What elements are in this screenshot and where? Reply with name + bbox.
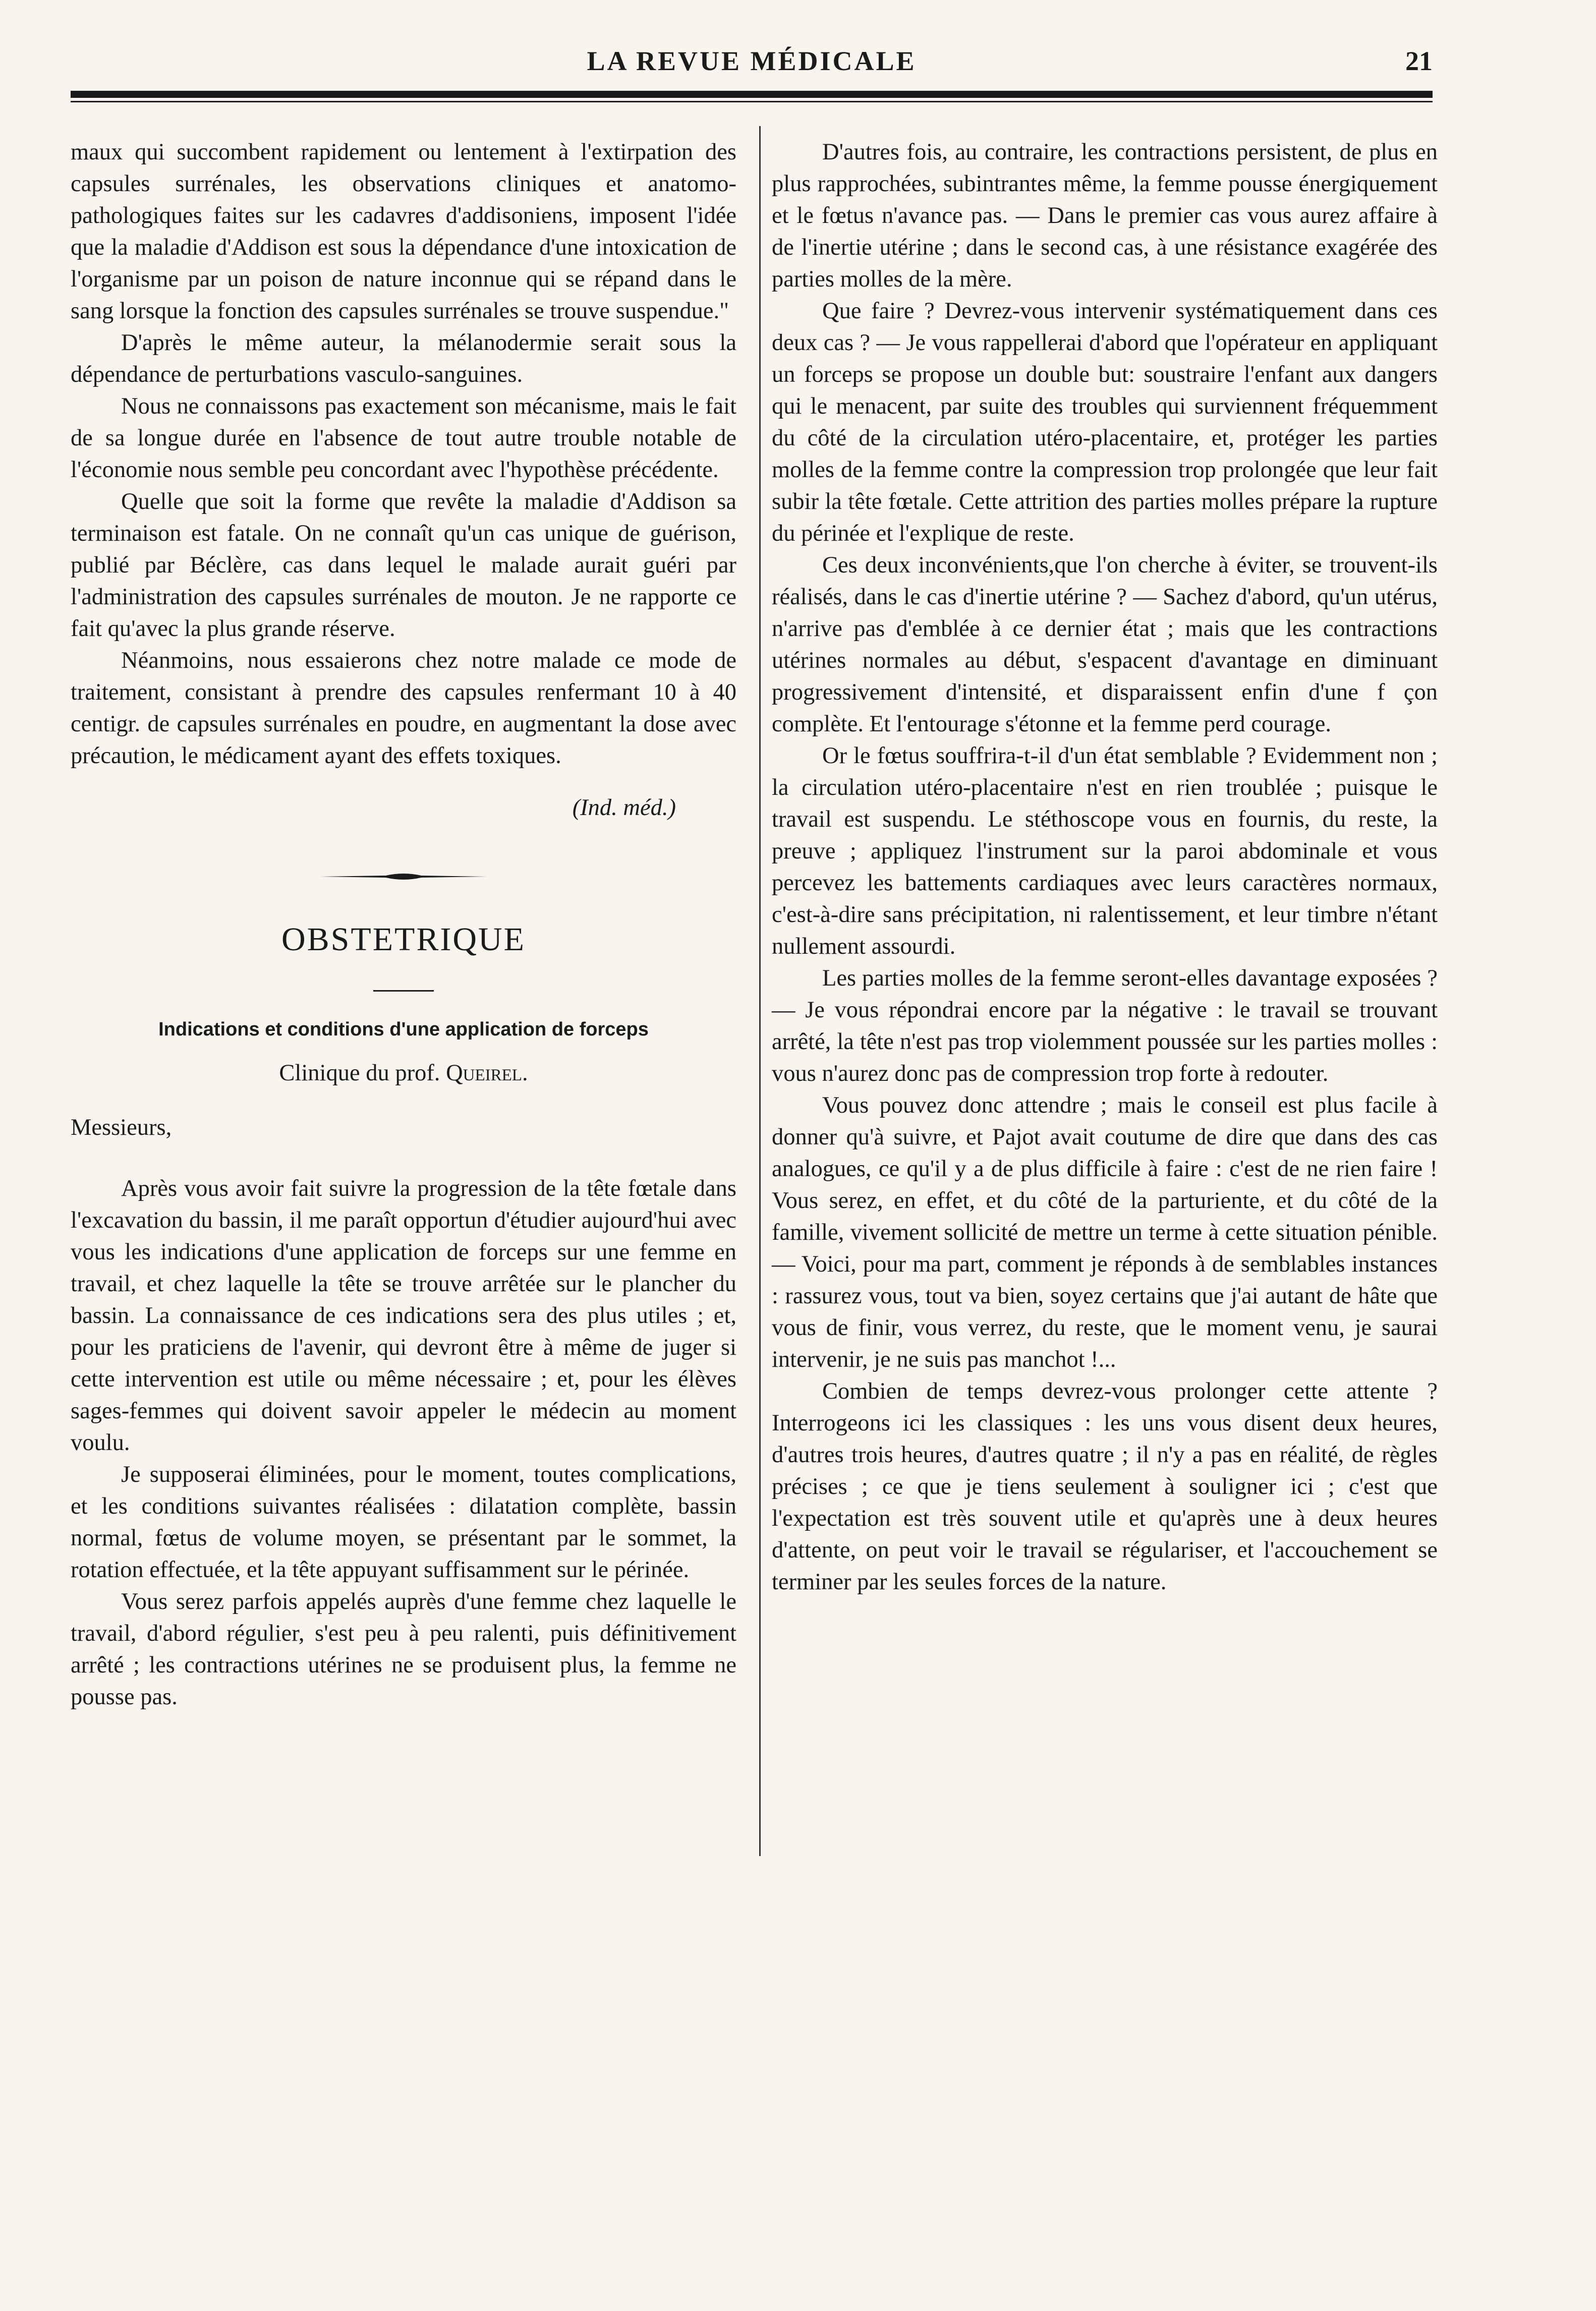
- paragraph: Quelle que soit la forme que revête la maladie d'Addison sa terminaison est fatale. On ne connaît qu'un cas unique de guérison, publié par Béclère, cas dans lequel le malade aurait guéri par l'administration des capsules surrénales de mouton. Je ne rapporte ce fait qu'avec la plus grande réserve.: [71, 489, 736, 642]
- clinic-prefix: Clinique du prof.: [279, 1060, 446, 1086]
- paragraph: Nous ne connaissons pas exactement son mécanisme, mais le fait de sa longue durée en l'absence de tout autre trouble notable de l'économie nous semble peu concordant avec l'hypothèse précédente.: [71, 393, 736, 483]
- left-column: [71, 136, 736, 1713]
- professor-name: Queirel.: [446, 1060, 528, 1086]
- paragraph: Ces deux inconvénients,que l'on cherche à éviter, se trouvent-ils réalisés, dans le cas d'inertie utérine ? — Sachez d'abord, qu'un utérus, n'arrive pas d'emblée à ce dernier état ; mais que les contractions utérines normales au début, s'espacent d'avantage en diminuant progressivement d'intensité, et disparaissent enfin d'une f çon complète. Et l'entourage s'étonne et la femme perd courage.: [772, 552, 1438, 737]
- page-number: 21: [1405, 46, 1433, 76]
- clinic-byline: [71, 1057, 736, 1089]
- paragraph: D'après le même auteur, la mélanodermie serait sous la dépendance de perturbations vasculo-sanguines.: [71, 330, 736, 387]
- paragraph: Les parties molles de la femme seront-elles davantage exposées ? — Je vous répondrai encore par la négative : le travail se trouvant arrêté, la tête n'est pas trop violemment poussée sur les parties molles : vous n'aurez donc pas de compression trop forte à redouter.: [772, 965, 1438, 1086]
- paragraph: Après vous avoir fait suivre la progression de la tête fœtale dans l'excavation du bassin, il me paraît opportun d'étudier aujourd'hui avec vous les indications d'une application de forceps sur une femme en travail, et chez laquelle la tête se trouve arrêtée sur le plancher du bassin. La connaissance de ces indications sera des plus utiles ; et, pour les praticiens de l'avenir, qui devront être à même de juger si cette intervention est utile ou même nécessaire ; et, pour les élèves sages-femmes qui doivent savoir appeler le médecin au moment voulu.: [71, 1176, 736, 1456]
- paragraph: Or le fœtus souffrira-t-il d'un état semblable ? Evidemment non ; la circulation utéro-placentaire n'est en rien troublée ; puisque le travail est suspendu. Le stéthoscope vous en fournis, du reste, la preuve ; appliquez l'instrument sur la paroi abdominale et vous percevez les battements cardiaques avec leurs caractères normaux, c'est-à-dire sans précipitation, ni ralentissement, et leur timbre n'étant nullement assourdi.: [772, 743, 1438, 959]
- right-column: [772, 136, 1438, 1598]
- article-title: Indications et conditions d'une application de forceps: [158, 1019, 649, 1040]
- source-citation: (Ind. méd.): [572, 795, 676, 821]
- column-divider: [759, 126, 761, 1856]
- paragraph: Vous pouvez donc attendre ; mais le conseil est plus facile à donner qu'à suivre, et Pajot avait coutume de dire que dans des cas analogues, ce qu'il y a de plus difficile à faire : c'est de ne rien faire ! Vous serez, en effet, et du côté de la parturiente, et du côté de la famille, vivement sollicité de mettre un terme à cette situation pénible. — Voici, pour ma part, comment je réponds à de semblables instances : rassurez vous, tout va bien, soyez certains que j'ai autant de hâte que vous de finir, vous verrez, du reste, que le moment venu, je saurai intervenir, je ne suis pas manchot !...: [772, 1092, 1438, 1372]
- header-rule-thick: [71, 91, 1433, 98]
- paragraph: maux qui succombent rapidement ou lentement à l'extirpation des capsules surrénales, les observations cliniques et anatomo-pathologiques faites sur les cadavres d'addisoniens, imposent l'idée que la maladie d'Addison est sous la dépendance d'une intoxication de l'organisme par un poison de nature inconnue qui se répand dans le sang lorsque la fonction des capsules surrénales se trouve suspendue.": [71, 139, 736, 324]
- paragraph: Que faire ? Devrez-vous intervenir systématiquement dans ces deux cas ? — Je vous rappellerai d'abord que l'opérateur en appliquant un forceps se propose un double but: soustraire l'enfant aux dangers qui le menacent, par suite des troubles qui surviennent fréquemment du côté de la circulation utéro-placentaire, et, protéger les parties molles de la femme contre la compression trop prolongée que leur fait subir la tête fœtale. Cette attrition des parties molles prépare la rupture du périnée et l'explique de reste.: [772, 298, 1438, 546]
- section-rule: [373, 990, 434, 992]
- paragraph: Vous serez parfois appelés auprès d'une femme chez laquelle le travail, d'abord régulier, s'est peu à peu ralenti, puis définitivement arrêté ; les contractions utérines ne se produisent plus, la femme ne pousse pas.: [71, 1589, 736, 1710]
- section-heading: OBSTETRIQUE: [281, 921, 526, 958]
- paragraph: Je supposerai éliminées, pour le moment, toutes complications, et les conditions suivantes réalisées : dilatation complète, bassin normal, fœtus de volume moyen, se présentant par le sommet, la rotation effectuée, et la tête appuyant suffisamment sur le périnée.: [71, 1462, 736, 1583]
- running-header: [71, 45, 1433, 81]
- salutation: Messieurs,: [71, 1115, 172, 1140]
- ornament-divider: [320, 872, 487, 882]
- journal-title: LA REVUE MÉDICALE: [587, 46, 917, 76]
- paragraph: Néanmoins, nous essaierons chez notre malade ce mode de traitement, consistant à prendre des capsules renfermant 10 à 40 centigr. de capsules surrénales en poudre, en augmentant la dose avec précaution, le médicament ayant des effets toxiques.: [71, 648, 736, 769]
- header-rule-thin: [71, 101, 1433, 102]
- paragraph: Combien de temps devrez-vous prolonger cette attente ? Interrogeons ici les classiques : les uns vous disent deux heures, d'autres trois heures, d'autres quatre ; il n'y a pas en réalité, de règles précises ; ce que je tiens seulement à souligner ici ; c'est que l'expectation est très souvent utile et qu'après une à deux heures d'attente, on peut voir le travail se régulariser, et l'accouchement se terminer par les seules forces de la nature.: [772, 1378, 1438, 1595]
- paragraph: D'autres fois, au contraire, les contractions persistent, de plus en plus rapprochées, subintrantes même, la femme pousse énergiquement et le fœtus n'avance pas. — Dans le premier cas vous aurez affaire à de l'inertie utérine ; dans le second cas, à une résistance exagérée des parties molles de la mère.: [772, 139, 1438, 292]
